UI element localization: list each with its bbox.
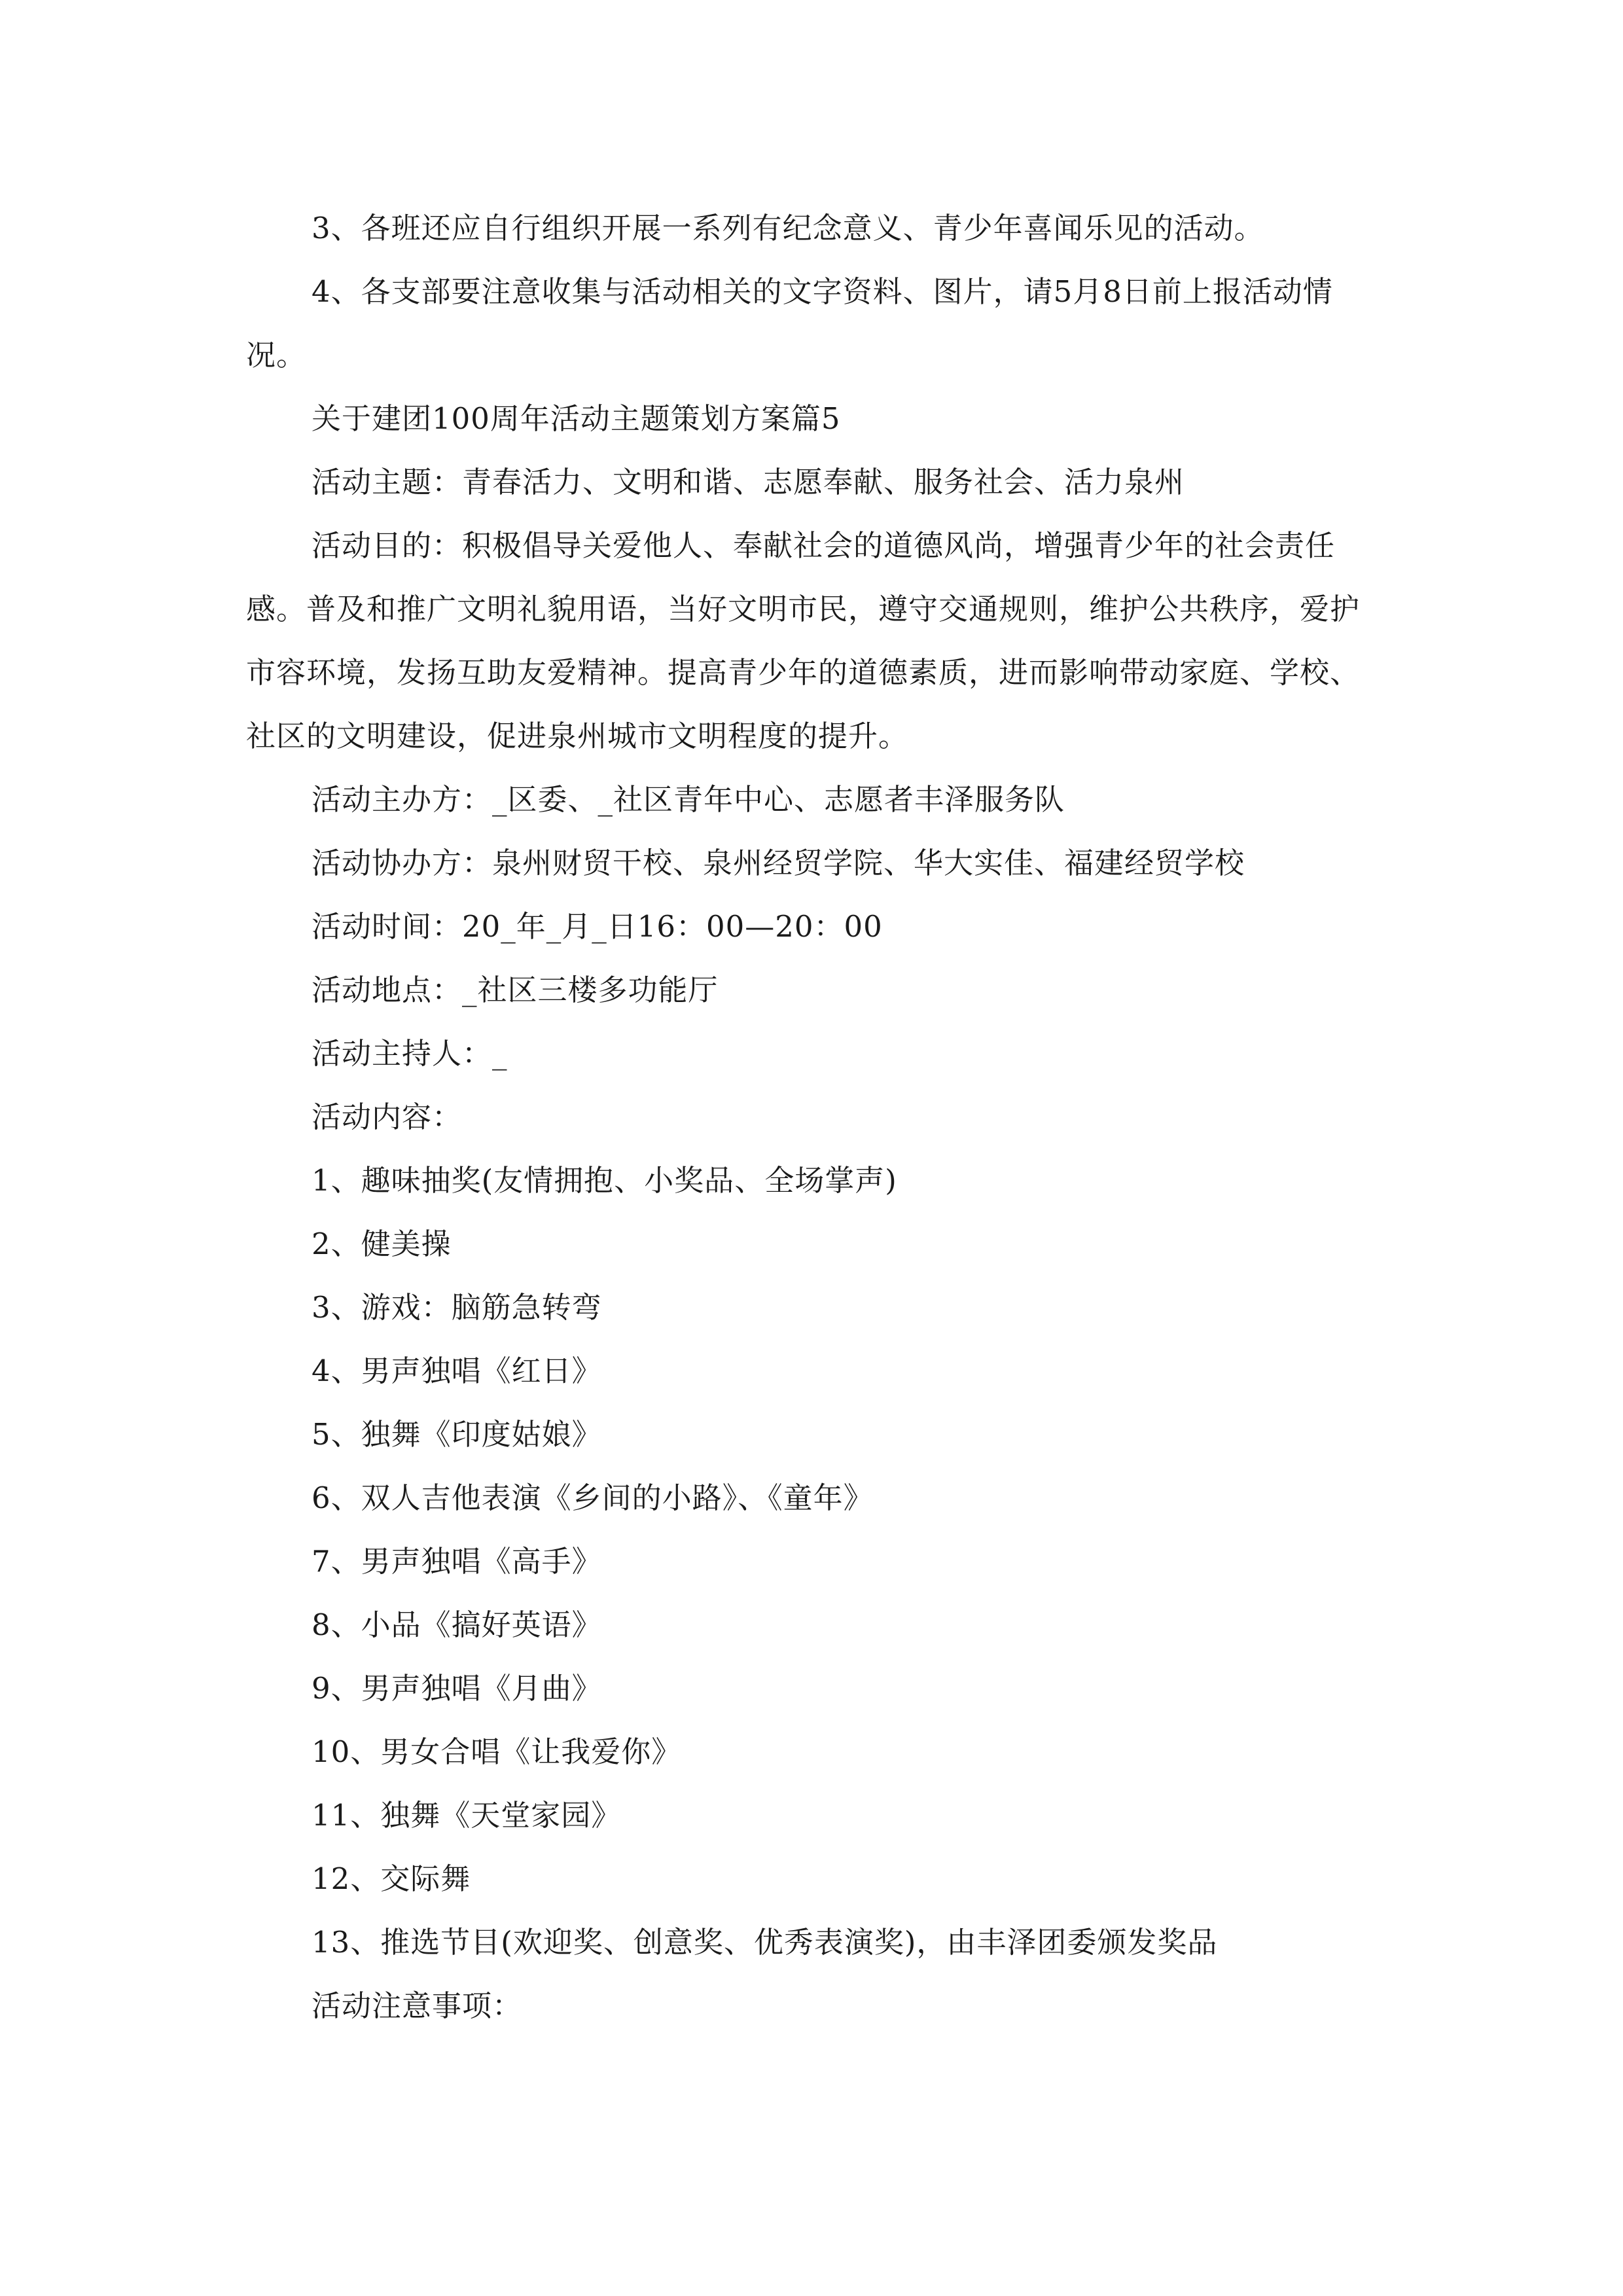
program-item: 9、男声独唱《月曲》 (312, 1671, 602, 1706)
document-page (246, 196, 1378, 2037)
activity-theme: 活动主题：青春活力、文明和谐、志愿奉献、服务社会、活力泉州 (312, 465, 1185, 499)
activity-host: 活动主办方：_区委、_社区青年中心、志愿者丰泽服务队 (312, 782, 1065, 817)
program-item: 8、小品《搞好英语》 (312, 1607, 602, 1642)
program-item: 13、推选节目(欢迎奖、创意奖、优秀表演奖)，由丰泽团委颁发奖品 (312, 1925, 1218, 1960)
program-item: 10、男女合唱《让我爱你》 (312, 1734, 682, 1769)
program-item: 3、游戏：脑筋急转弯 (312, 1290, 602, 1325)
activity-presenter: 活动主持人：_ (312, 1036, 508, 1071)
program-item: 11、独舞《天堂家园》 (312, 1798, 622, 1833)
activity-purpose: 活动目的：积极倡导关爱他人、奉献社会的道德风尚，增强青少年的社会责任感。普及和推广文明礼貌用语，当好文明市民，遵守交通规则，维护公共秩序，爱护市容环境，发扬互助友爱精神。提高青少年的道德素质，进而影响带动家庭、学校、社区的文明建设，促进泉州城市文明程度的提升。 (246, 528, 1361, 753)
paragraph-item-3: 3、各班还应自行组织开展一系列有纪念意义、青少年喜闻乐见的活动。 (312, 211, 1264, 245)
section-heading: 关于建团100周年活动主题策划方案篇5 (312, 401, 841, 436)
program-item: 2、健美操 (312, 1227, 452, 1261)
program-item: 4、男声独唱《红日》 (312, 1354, 602, 1388)
program-item: 6、双人吉他表演《乡间的小路》、《童年》 (312, 1480, 874, 1515)
activity-location: 活动地点：_社区三楼多功能厅 (312, 973, 719, 1007)
notes-heading: 活动注意事项： (312, 1988, 523, 2023)
program-item: 1、趣味抽奖(友情拥抱、小奖品、全场掌声) (312, 1163, 897, 1198)
activity-time: 活动时间：20_年_月_日16：00—20：00 (312, 909, 883, 944)
activity-content-heading: 活动内容： (312, 1100, 463, 1134)
program-item: 5、独舞《印度姑娘》 (312, 1417, 602, 1452)
program-item: 7、男声独唱《高手》 (312, 1544, 602, 1579)
program-item: 12、交际舞 (312, 1861, 471, 1896)
paragraph-item-4: 4、各支部要注意收集与活动相关的文字资料、图片，请5月8日前上报活动情况。 (246, 274, 1333, 372)
activity-co-host: 活动协办方：泉州财贸干校、泉州经贸学院、华大实佳、福建经贸学校 (312, 846, 1245, 880)
